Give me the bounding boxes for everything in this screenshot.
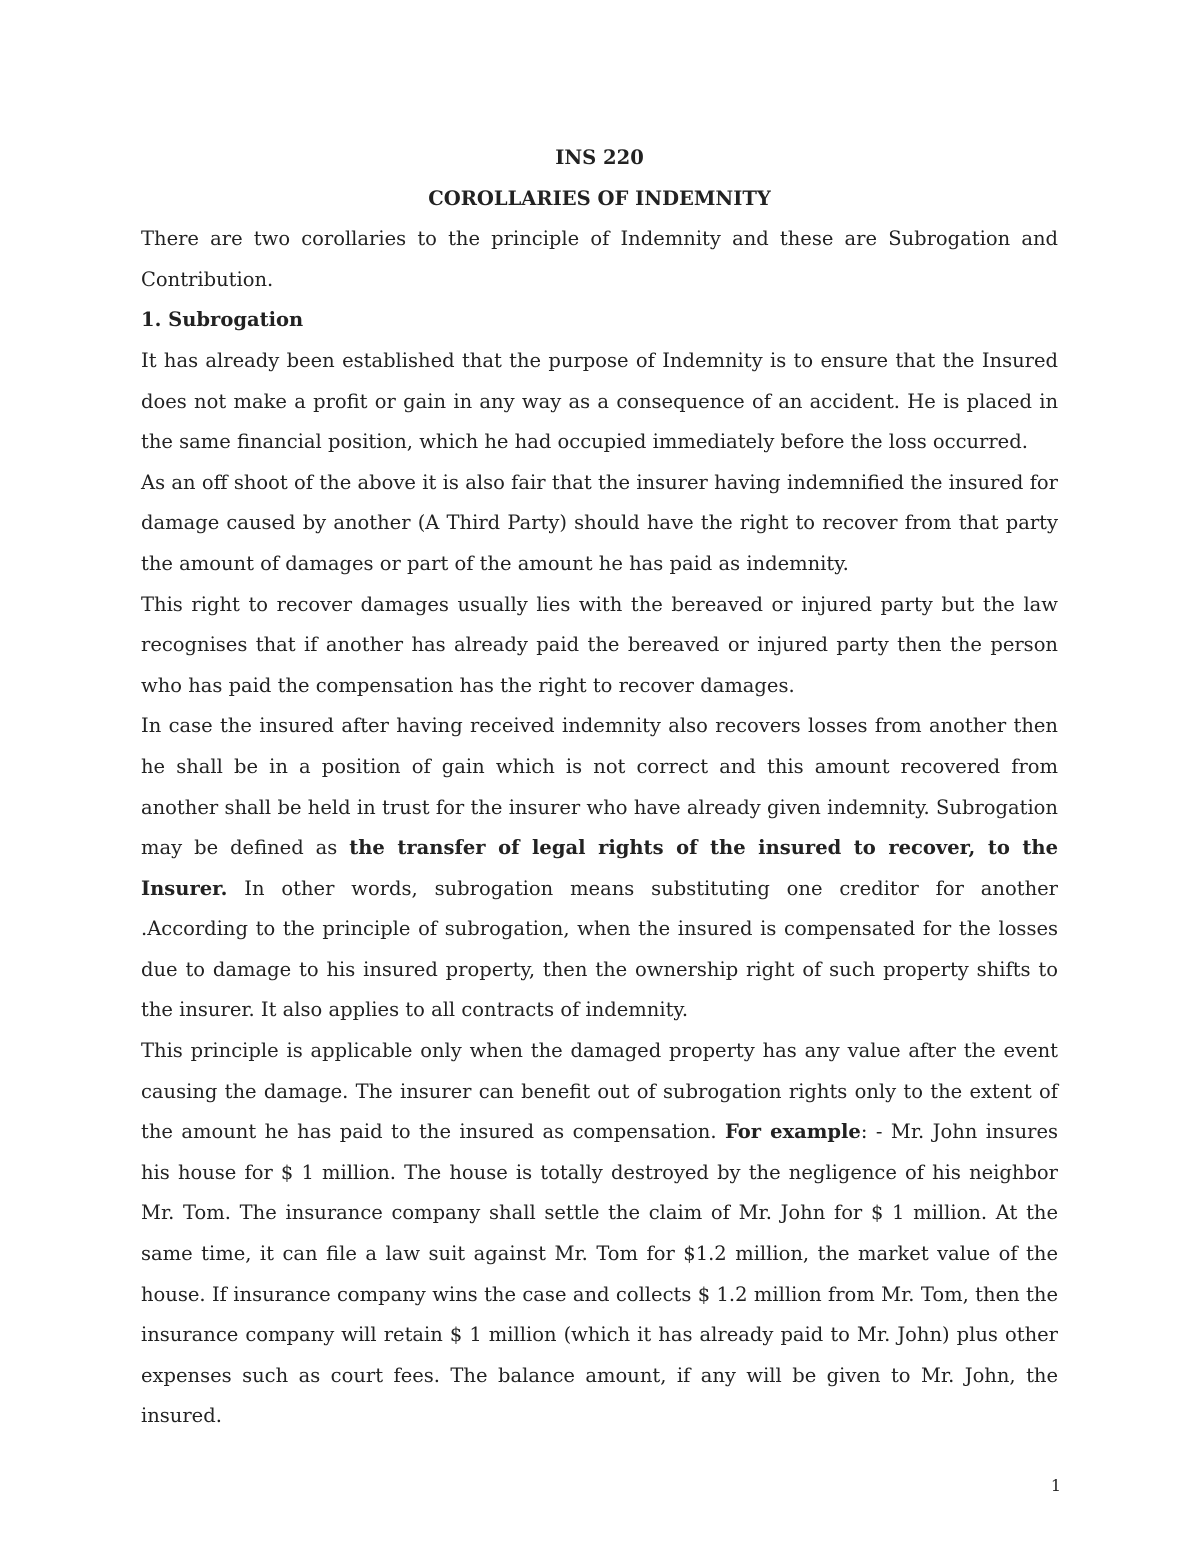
example-lead-text: This principle is applicable only when the damaged property has any value after the event causing the damage. The insurer can benefit out of subrogation rights only to the extent of the amount he has paid to the insured as compensation. <box>141 1039 1058 1144</box>
example-trailing-text: : - Mr. John insures his house for $ 1 million. The house is totally destroyed by the negligence of his neighbor Mr. Tom. The insurance company shall settle the claim of Mr. John for $ 1 million. At the same time, it can file a law suit against Mr. Tom for $1.2 million, the market value of the house. If insurance company wins the case and collects $ 1.2 million from Mr. Tom, then the insurance company will retain $ 1 million (which it has already paid to Mr. John) plus other expenses such as court fees. The balance amount, if any will be given to Mr. John, the insured. <box>141 1120 1058 1428</box>
paragraph-purpose-of-indemnity: It has already been established that the purpose of Indemnity is to ensure that the Insured does not make a profit or gain in any way as a consequence of an accident. He is placed in the same financial position, which he had occupied immediately before the loss occurred. <box>141 348 1058 454</box>
paragraph-subrogation-definition <box>141 706 1058 1031</box>
definition-trailing-text: In other words, subrogation means substituting one creditor for another .According to the principle of subrogation, when the insured is compensated for the losses due to damage to his insured property, then the ownership right of such property shifts to the insurer. It also applies to all contracts of indemnity. <box>141 876 1058 1022</box>
document-title: COROLLARIES OF INDEMNITY <box>428 186 771 210</box>
course-code: INS 220 <box>555 146 644 169</box>
page-number: 1 <box>1050 1476 1062 1495</box>
document-body <box>141 138 1058 1437</box>
definition-bold-text: the transfer of legal rights of the insured to recover, to the Insurer. <box>141 836 1058 900</box>
paragraph-right-to-recover: This right to recover damages usually lies with the bereaved or injured party but the law recognises that if another has already paid the bereaved or injured party then the person who has paid the compensation has the right to recover damages. <box>141 592 1058 697</box>
definition-lead-text: In case the insured after having received indemnity also recovers losses from another then he shall be in a position of gain which is not correct and this amount recovered from another shall be held in trust for the insurer who have already given indemnity. Subrogation may be defined as <box>141 714 1058 860</box>
paragraph-example <box>141 1031 1058 1437</box>
intro-paragraph: There are two corollaries to the principle of Indemnity and these are Subrogation and Contribution. <box>141 227 1058 291</box>
section-heading-subrogation: 1. Subrogation <box>141 308 304 332</box>
example-bold-label: For example <box>725 1120 861 1144</box>
paragraph-off-shoot: As an off shoot of the above it is also fair that the insurer having indemnified the insured for damage caused by another (A Third Party) should have the right to recover from that party the amount of damages or part of the amount he has paid as indemnity. <box>141 470 1058 575</box>
